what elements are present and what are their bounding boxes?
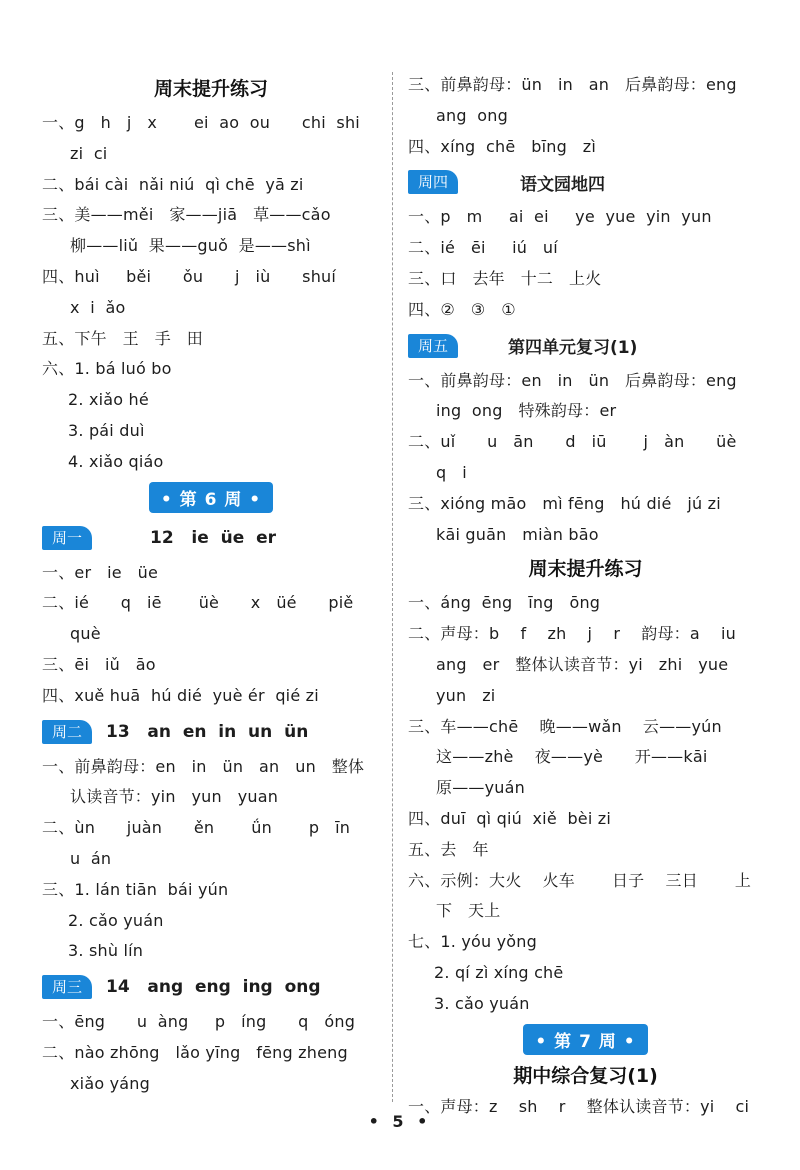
answer-line: 四、duī qì qiú xiě bèi zi [408,808,612,828]
day-tag: 周三 [42,975,92,999]
week-label: • 第 6 周 • [149,482,273,513]
answer-line: kāi guān miàn bāo [436,524,599,544]
day-tag: 周一 [42,526,92,550]
answer-line: 四、xuě huā hú dié yuè ér qié zi [42,685,319,705]
week-banner [408,1020,763,1060]
answer-line: 三、美——měi 家——jiā 草——cǎo [42,205,331,225]
answer-line: 五、下午 王 手 田 [42,328,203,348]
day-header [42,712,380,752]
answer-line: 二、ùn juàn ěn ǘn p īn [42,818,351,838]
answer-line: 三、前鼻韵母：ün in an 后鼻韵母：eng [408,75,737,94]
answer-line: 一、p m ai ei ye yue yin yun [408,207,712,227]
answer-line: 四、huì běi ǒu j iù shuí [42,266,337,286]
answer-line: 下 天上 [436,901,501,921]
answer-line: 五、去 年 [408,839,489,859]
answer-line: 四、xíng chē bīng zì [408,136,597,156]
answer-line: 三、口 去年 十二 上火 [408,268,602,288]
answer-line: 一、前鼻韵母：en in ün 后鼻韵母：eng [408,370,737,390]
day-tag: 周四 [408,170,458,194]
answer-line: 一、ēng u àng p íng q óng [42,1012,356,1032]
answer-line: 柳——liǔ 果——guǒ 是——shì [70,236,311,256]
answer-line: 3. cǎo yuán [434,993,530,1013]
week-label: • 第 7 周 • [523,1024,647,1055]
answer-line: ang er 整体认读音节：yi zhi yue [436,654,729,674]
answer-line: 一、g h j x ei ao ou chi shi [42,113,360,132]
day-title: 14 ang eng ing ong [106,977,321,998]
answer-line: 一、声母：z sh r 整体认读音节：yi ci [408,1096,750,1116]
answer-line: 四、② ③ ① [408,299,516,319]
answer-line: 三、xióng māo mì fēng hú dié jú zi [408,493,721,513]
section-title: 周末提升练习 [153,78,268,100]
page-number: • 5 • [368,1112,432,1131]
answer-line: 二、nào zhōng lǎo yīng fēng zheng [42,1042,348,1062]
answer-line: 三、ēi iǔ āo [42,654,156,674]
answer-line: ing ong 特殊韵母：er [436,401,617,421]
day-header [408,326,763,366]
answer-line: 3. pái duì [68,420,145,440]
day-tag: 周二 [42,720,92,744]
answer-line: u án [70,848,112,868]
answer-line: 2. xiǎo hé [68,390,149,410]
answer-line: 六、示例：大火 火车 日子 三日 上 [408,870,752,890]
left-column [42,70,380,1100]
answer-line: 一、áng ēng īng ōng [408,593,601,613]
answer-line: 4. xiǎo qiáo [68,451,164,471]
week-banner [42,478,380,518]
answer-line: 二、ié q iē üè x üé piě [42,593,354,613]
answer-line: x i ǎo [70,297,126,317]
day-header [42,518,380,558]
day-title: 12 ie üe er [150,527,276,548]
answer-line: 一、前鼻韵母：en in ün an un 整体 [42,756,365,776]
answer-line: xiǎo yáng [70,1073,150,1093]
column-divider [392,72,393,1102]
answer-line: 三、车——chē 晚——wǎn 云——yún [408,716,722,736]
day-title: 第四单元复习(1) [508,338,638,359]
answer-line: 二、声母：b f zh j r 韵母：a iu [408,624,737,644]
section-title: 期中综合复习(1) [513,1064,658,1087]
day-tag: 周五 [408,334,458,358]
answer-line: 二、uǐ u ān d iū j àn üè [408,432,737,452]
right-column [408,70,763,1122]
answer-line: 二、bái cài nǎi niú qì chē yā zi [42,174,304,194]
answer-line: 七、1. yóu yǒng [408,932,537,952]
answer-line: 认读音节：yin yun yuan [70,787,279,807]
answer-line: 六、1. bá luó bo [42,359,172,379]
answer-line: 二、ié ēi iú uí [408,238,558,258]
answer-line: ang ong [436,105,508,125]
answer-line: 一、er ie üe [42,562,159,582]
answer-line: què [70,624,101,644]
day-title: 语文园地四 [520,174,605,195]
answer-line: 2. cǎo yuán [68,910,164,930]
section-title: 周末提升练习 [528,558,643,581]
answer-line: q i [436,462,467,482]
answer-line: 三、1. lán tiān bái yún [42,879,229,899]
answer-line: 这——zhè 夜——yè 开——kāi [436,747,708,767]
answer-line: 原——yuán [436,778,525,798]
day-header [408,162,763,202]
answer-line: 3. shù lín [68,941,144,961]
day-title: 13 an en in un ün [106,721,309,742]
answer-line: 2. qí zì xíng chē [434,962,564,982]
day-header [42,967,380,1007]
answer-line: yun zi [436,685,496,705]
answer-line: zi ci [70,143,108,163]
